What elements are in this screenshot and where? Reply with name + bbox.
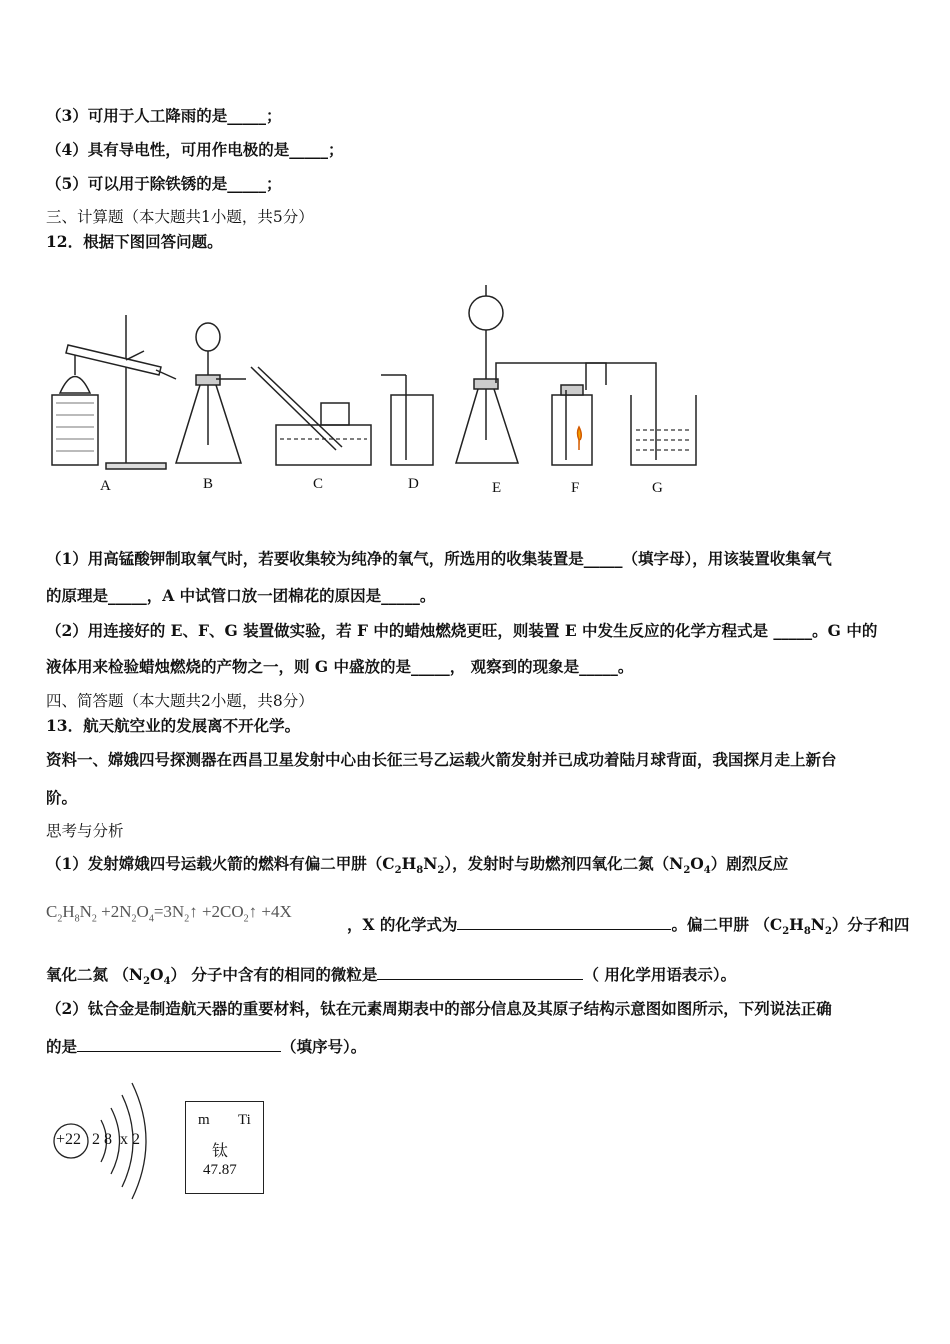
q13-part1-line1: （1）发射嫦娥四号运载火箭的燃料有偏二甲肼$(C_2H_8N_2)$，发射时与助燃剂四氧化二氮$(N_2O_4)$剧烈反应 [46,854,789,877]
label-f: F [571,480,580,496]
q11-item-4: （4）具有导电性，可用作电极的是_____； [46,140,344,159]
atom-nucleus: +22 [56,1131,82,1148]
q13-material-line1: 资料一、嫦娥四号探测器在西昌卫星发射中心由长征三号乙运载火箭发射并已成功着陆月球背面，我国探月走上新台 [46,750,837,769]
q13-stem: 13．航天航空业的发展离不开化学。 [46,716,301,735]
apparatus-figure [46,275,706,500]
q13-part2-line2: 的是 （填序号）。 [46,1037,367,1056]
q12-part2-line1: （2）用连接好的 E、F、G 装置做实验，若 F 中的蜡烛燃烧更旺，则装置 E 中发生反应的化学方程式是 _____。G 中的 [46,621,878,640]
apparatus-f [552,363,656,465]
apparatus-d [381,375,433,465]
apparatus-g [631,395,696,465]
label-c: C [313,476,324,492]
q11-item-3: （3）可用于人工降雨的是_____； [46,106,282,125]
apparatus-a [52,315,176,469]
label-e: E [492,480,502,496]
section-4-title: 四、简答题（本大题共2小题，共8分） [46,692,314,710]
section-3-title: 三、计算题（本大题共1小题，共5分） [46,208,314,226]
q13-part1-line3: 氧化二氮 $(N_2O_4)$ 分子中含有的相同的微粒是 （ 用化学用语表示）。 [46,965,737,988]
label-b: B [203,476,214,492]
element-mass-letter: m [198,1112,210,1128]
apparatus-b [176,323,246,463]
q13-part1-line2: ，X 的化学式为 。偏二甲肼 $(C_2H_8N_2)$分子和四 [347,915,910,938]
q12-part2-line2: 液体用来检验蜡烛燃烧的产物之一，则 G 中盛放的是_____， 观察到的现象是_____。 [46,657,634,676]
element-symbol: Ti [238,1112,251,1128]
q11-item-5: （5）可以用于除铁锈的是_____； [46,174,282,193]
titanium-element-cell [185,1101,264,1194]
q12-stem: 12．根据下图回答问题。 [46,232,223,251]
label-g: G [652,480,663,496]
q13-material-line2: 阶。 [46,788,78,807]
element-mass: 47.87 [203,1162,237,1178]
label-d: D [408,476,419,492]
element-name: 钛 [212,1143,229,1160]
q13-part2-line1: （2）钛合金是制造航天器的重要材料，钛在元素周期表中的部分信息及其原子结构示意图如图所示，下列说法正确 [46,999,832,1018]
q12-part1-line2: 的原理是_____，A 中试管口放一团棉花的原因是_____。 [46,586,436,605]
label-a: A [100,478,111,494]
apparatus-c [251,367,371,465]
reaction-equation: $C_2H_8N_2$ $+2N_2O_4=3N_2↑$ $+2CO_2↑ +4X$ [46,902,292,925]
apparatus-e [456,285,606,463]
q13-think-heading: 思考与分析 [46,822,124,840]
atom-shells: 2 8 x 2 [92,1131,140,1148]
q12-part1-line1: （1）用高锰酸钾制取氧气时，若要收集较为纯净的氧气，所选用的收集装置是_____（填字母），用该装置收集氧气 [46,549,832,568]
